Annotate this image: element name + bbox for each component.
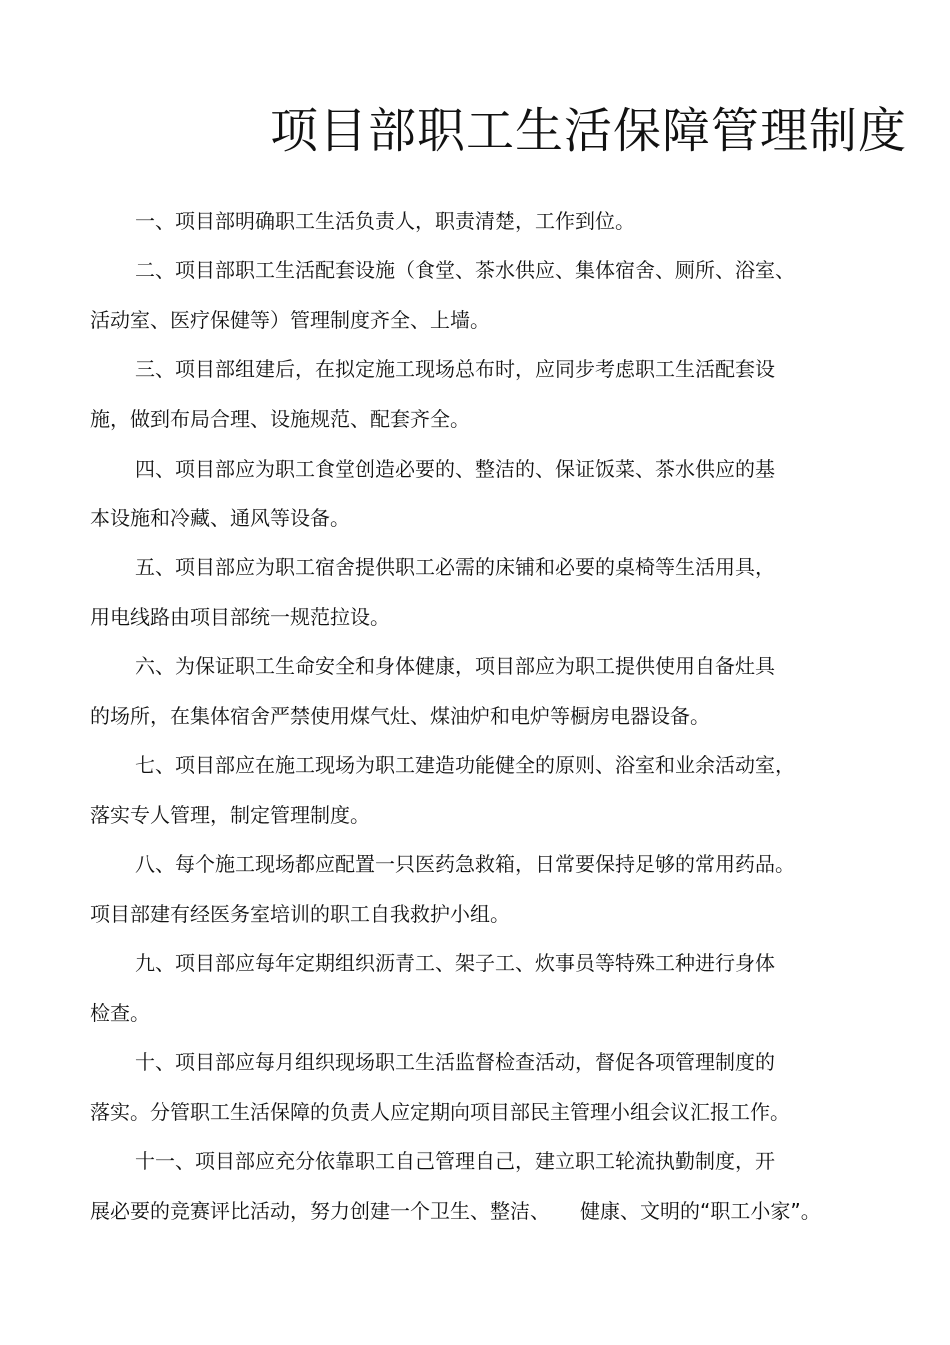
paragraph-7-line-2: 落实专人管理，制定管理制度。 [90,803,370,827]
paragraph-11-line-2: 展必要的竞赛评比活动，努力创建一个卫生、整洁、 健康、文明的“职工小家”。 [90,1199,821,1223]
paragraph-7-line-1: 七、项目部应在施工现场为职工建造功能健全的原则、浴室和业余活动室， [135,753,795,777]
paragraph-11-line-1: 十一、项目部应充分依靠职工自己管理自己，建立职工轮流执勤制度，开 [135,1149,775,1173]
paragraph-6-line-2: 的场所，在集体宿舍严禁使用煤气灶、煤油炉和电炉等橱房电器设备。 [90,704,710,728]
paragraph-2-line-1: 二、项目部职工生活配套设施（食堂、茶水供应、集体宿舍、厕所、浴室、 [135,258,795,282]
paragraph-9-line-2: 检查。 [90,1001,150,1025]
paragraph-3-line-2: 施，做到布局合理、设施规范、配套齐全。 [90,407,470,431]
paragraph-6-line-1: 六、为保证职工生命安全和身体健康，项目部应为职工提供使用自备灶具 [135,654,775,678]
document-title: 项目部职工生活保障管理制度 [270,103,908,159]
paragraph-1-line-1: 一、项目部明确职工生活负责人，职责清楚，工作到位。 [135,209,635,233]
paragraph-10-line-1: 十、项目部应每月组织现场职工生活监督检查活动，督促各项管理制度的 [135,1050,775,1074]
paragraph-4-line-1: 四、项目部应为职工食堂创造必要的、整洁的、保证饭菜、茶水供应的基 [135,457,775,481]
paragraph-9-line-1: 九、项目部应每年定期组织沥青工、架子工、炊事员等特殊工种进行身体 [135,951,775,975]
paragraph-8-line-2: 项目部建有经医务室培训的职工自我救护小组。 [90,902,510,926]
paragraph-8-line-1: 八、每个施工现场都应配置一只医药急救箱，日常要保持足够的常用药品。 [135,852,795,876]
paragraph-4-line-2: 本设施和冷藏、通风等设备。 [90,506,350,530]
paragraph-3-line-1: 三、项目部组建后，在拟定施工现场总布时，应同步考虑职工生活配套设 [135,357,775,381]
paragraph-2-line-2: 活动室、医疗保健等）管理制度齐全、上墙。 [90,308,490,332]
paragraph-5-line-2: 用电线路由项目部统一规范拉设。 [90,605,390,629]
paragraph-10-line-2: 落实。分管职工生活保障的负责人应定期向项目部民主管理小组会议汇报工作。 [90,1100,790,1124]
paragraph-5-line-1: 五、项目部应为职工宿舍提供职工必需的床铺和必要的桌椅等生活用具， [135,555,775,579]
